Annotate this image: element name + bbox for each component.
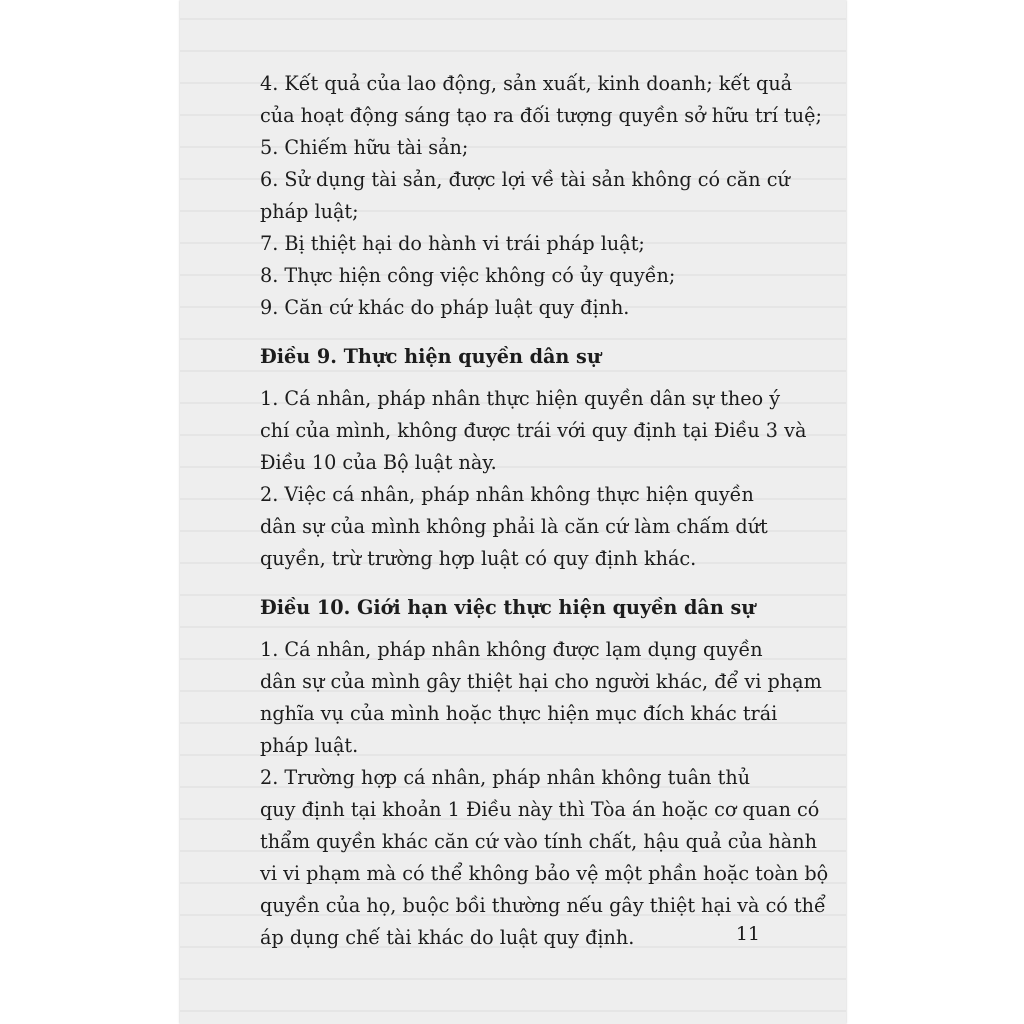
- text-line: 1. Cá nhân, pháp nhân không được lạm dụng quyền: [260, 638, 763, 661]
- book-page: [180, 0, 846, 1024]
- text-line: 6. Sử dụng tài sản, được lợi về tài sản không có căn cứ: [260, 168, 790, 191]
- text-line: áp dụng chế tài khác do luật quy định.: [260, 926, 635, 949]
- article-10-heading: Điều 10. Giới hạn việc thực hiện quyền dân sự: [260, 596, 756, 619]
- text-line: pháp luật.: [260, 734, 359, 757]
- text-line: 7. Bị thiệt hại do hành vi trái pháp luật;: [260, 232, 645, 255]
- text-line: Điều 10 của Bộ luật này.: [260, 451, 497, 474]
- text-line: dân sự của mình gây thiệt hại cho người khác, để vi phạm: [260, 670, 822, 693]
- page-content: [260, 68, 829, 954]
- text-line: pháp luật;: [260, 200, 359, 223]
- list-item: [260, 132, 764, 164]
- text-line: vi vi phạm mà có thể không bảo vệ một phần hoặc toàn bộ: [260, 862, 829, 885]
- list-item: [260, 292, 764, 324]
- article-9-heading: Điều 9. Thực hiện quyền dân sự: [260, 345, 601, 368]
- text-line: 1. Cá nhân, pháp nhân thực hiện quyền dân sự theo ý: [260, 387, 781, 410]
- list-item: [260, 100, 822, 132]
- text-line: quyền, trừ trường hợp luật có quy định khác.: [260, 547, 697, 570]
- list-item: [260, 68, 793, 100]
- article-10-body: [260, 634, 829, 954]
- text-line: 8. Thực hiện công việc không có ủy quyền;: [260, 264, 676, 287]
- text-line: 2. Trường hợp cá nhân, pháp nhân không tuân thủ: [260, 766, 751, 789]
- text-line: 2. Việc cá nhân, pháp nhân không thực hiện quyền: [260, 483, 754, 506]
- text-line: quy định tại khoản 1 Điều này thì Tòa án hoặc cơ quan có: [260, 798, 820, 821]
- text-line: dân sự của mình không phải là căn cứ làm chấm dứt: [260, 515, 768, 538]
- page-number: 11: [735, 923, 760, 945]
- text-line: quyền của họ, buộc bồi thường nếu gây thiệt hại và có thể: [260, 894, 826, 917]
- list-item: [260, 164, 790, 196]
- text-line: của hoạt động sáng tạo ra đối tượng quyền sở hữu trí tuệ;: [260, 104, 822, 127]
- list-item: [260, 260, 764, 292]
- text-line: nghĩa vụ của mình hoặc thực hiện mục đích khác trái: [260, 702, 778, 725]
- article-9-body: [260, 383, 807, 575]
- text-line: 4. Kết quả của lao động, sản xuất, kinh doanh; kết quả: [260, 72, 793, 95]
- list-item: [260, 228, 764, 260]
- text-line: 9. Căn cứ khác do pháp luật quy định.: [260, 296, 630, 319]
- text-line: chí của mình, không được trái với quy định tại Điều 3 và: [260, 419, 807, 442]
- list-item: [260, 196, 764, 228]
- text-line: 5. Chiếm hữu tài sản;: [260, 136, 469, 159]
- text-line: thẩm quyền khác căn cứ vào tính chất, hậu quả của hành: [260, 830, 817, 853]
